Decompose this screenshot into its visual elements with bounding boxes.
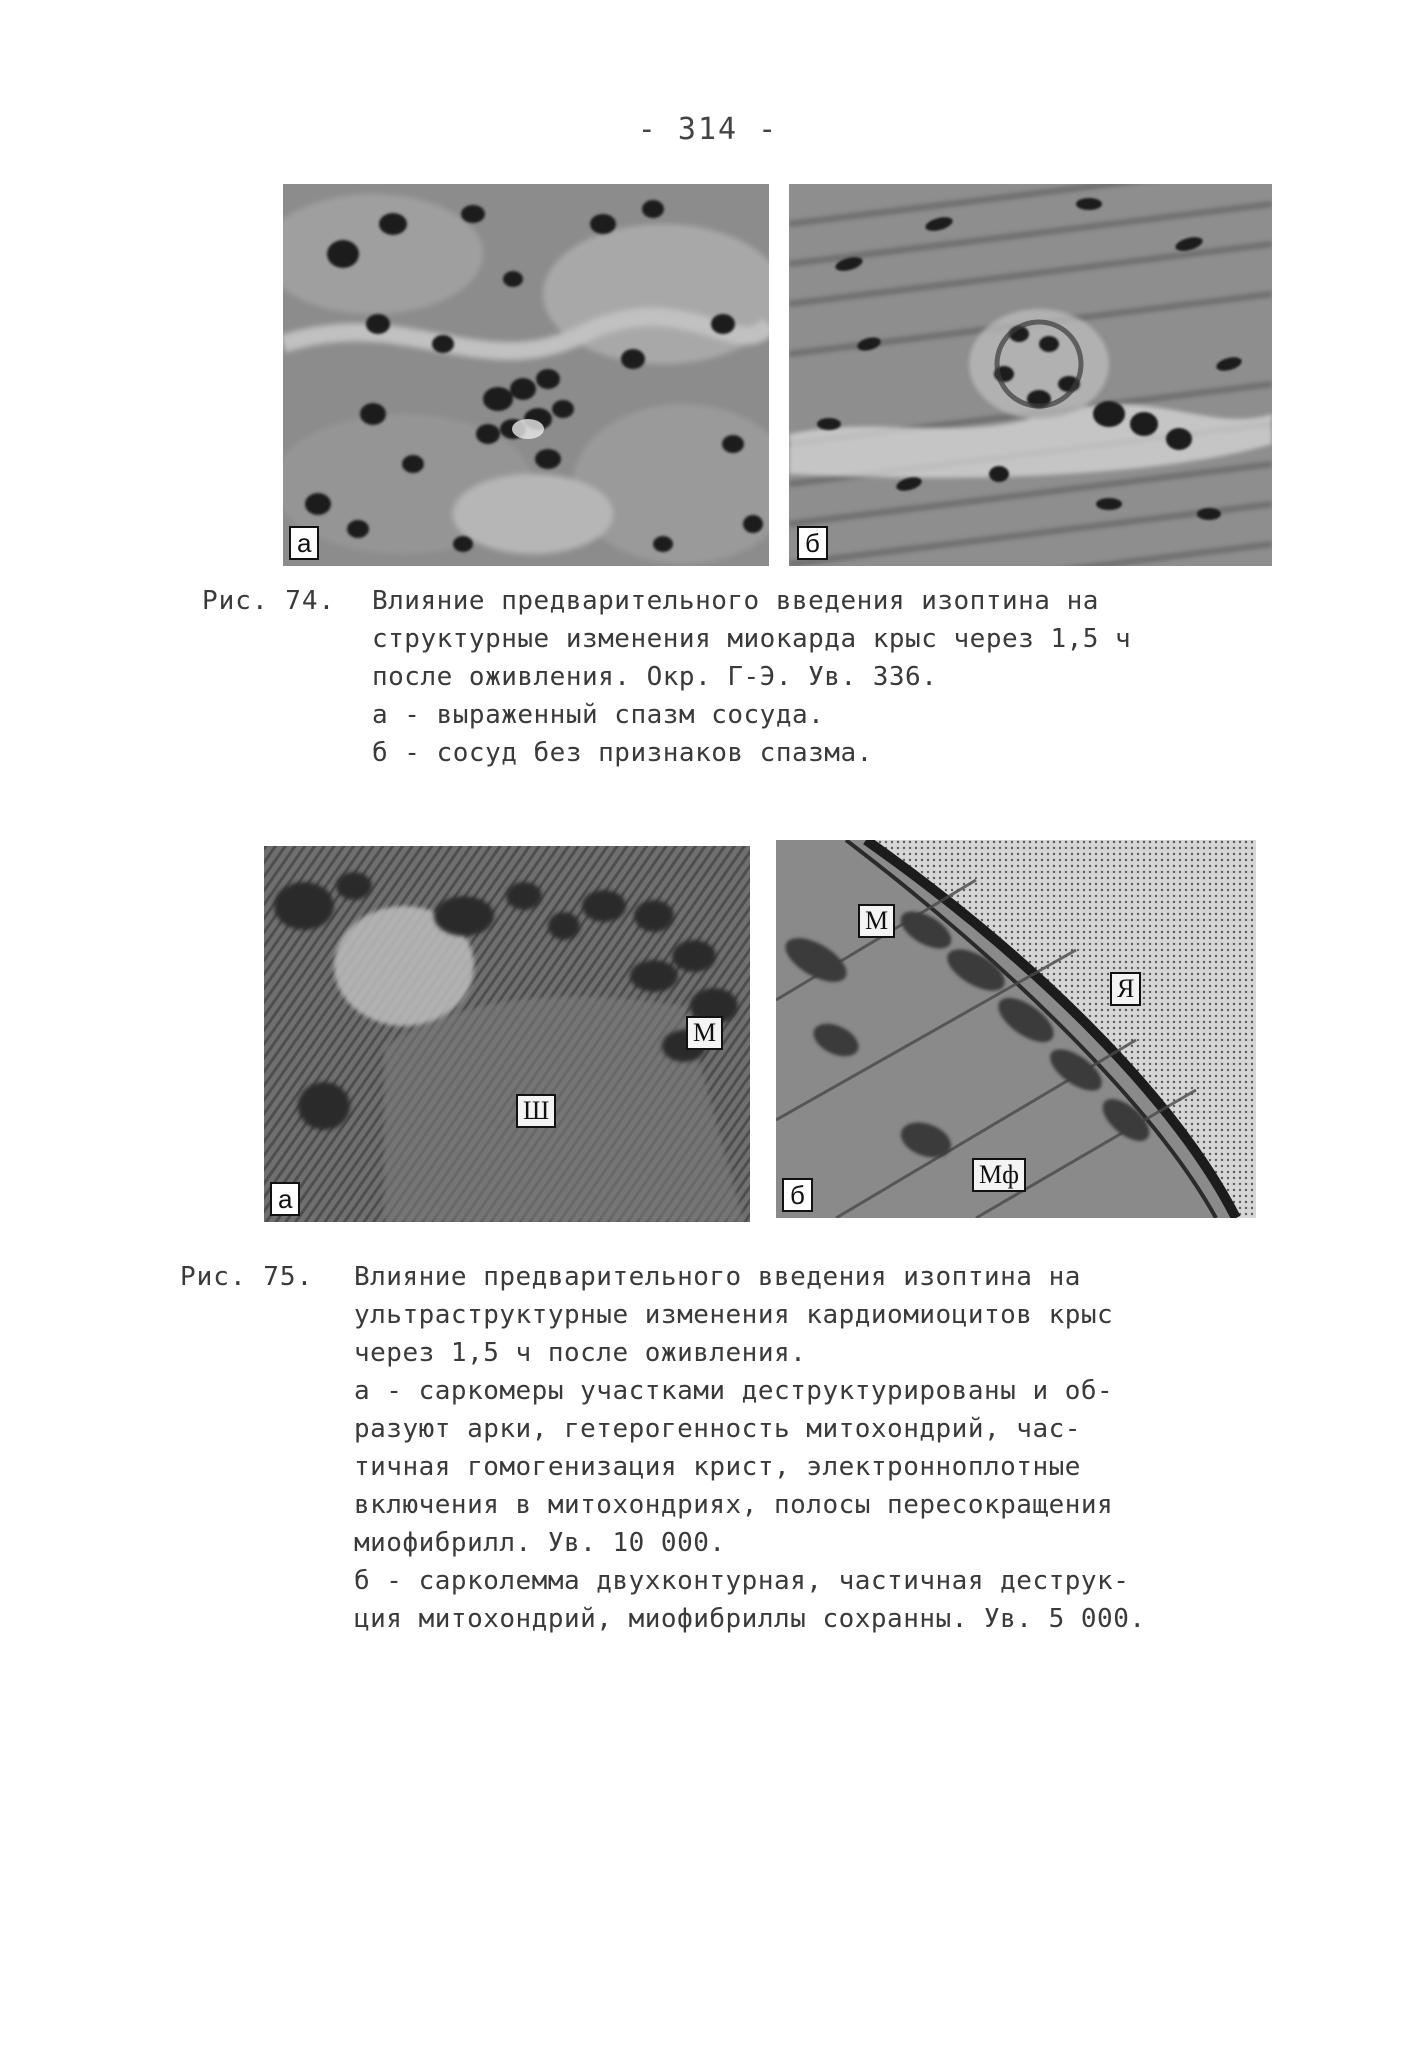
caption-item-a: разуют арки, гетерогенность митохондрий, час- bbox=[354, 1414, 1081, 1444]
panel-label-74a: а bbox=[289, 526, 319, 560]
figure-74-number: Рис. 74. bbox=[202, 586, 336, 616]
caption-line: Влияние предварительного введения изоптина на bbox=[354, 1262, 1081, 1292]
caption-line: ультраструктурные изменения кардиомиоцитов крыс bbox=[354, 1300, 1114, 1330]
micrograph-75b bbox=[776, 840, 1256, 1218]
panel-label-74b: б bbox=[797, 526, 828, 560]
figure-75-number: Рис. 75. bbox=[180, 1262, 314, 1292]
figure-75-caption bbox=[354, 1258, 1294, 1638]
caption-line: после оживления. Окр. Г-Э. Ув. 336. bbox=[372, 662, 938, 692]
caption-item-a: миофибрилл. Ув. 10 000. bbox=[354, 1528, 726, 1558]
region-label-mf: Мф bbox=[972, 1158, 1026, 1192]
page-number: - 314 - bbox=[637, 112, 779, 147]
caption-item-a: тичная гомогенизация крист, электронноплотные bbox=[354, 1452, 1081, 1482]
caption-line: Влияние предварительного введения изоптина на bbox=[372, 586, 1099, 616]
caption-item-b: ция митохондрий, миофибриллы сохранны. Ув. 5 000. bbox=[354, 1604, 1146, 1634]
caption-line: через 1,5 ч после оживления. bbox=[354, 1338, 807, 1368]
region-label-sh: Ш bbox=[516, 1094, 556, 1128]
region-label-m: М bbox=[686, 1016, 723, 1050]
figure-74-caption bbox=[372, 582, 1292, 772]
caption-line: структурные изменения миокарда крыс через 1,5 ч bbox=[372, 624, 1132, 654]
caption-item-a: а - выраженный спазм сосуда. bbox=[372, 700, 825, 730]
caption-item-b: б - сарколемма двухконтурная, частичная деструк- bbox=[354, 1566, 1130, 1596]
caption-item-b: б - сосуд без признаков спазма. bbox=[372, 738, 873, 768]
micrograph-74a bbox=[283, 184, 769, 566]
region-label-ya: Я bbox=[1110, 972, 1141, 1006]
region-label-m: М bbox=[858, 904, 895, 938]
panel-label-75b: б bbox=[782, 1178, 813, 1212]
panel-label-75a: а bbox=[270, 1182, 300, 1216]
micrograph-74b bbox=[789, 184, 1272, 566]
micrograph-75a bbox=[264, 846, 750, 1222]
caption-item-a: а - саркомеры участками деструктурированы и об- bbox=[354, 1376, 1114, 1406]
caption-item-a: включения в митохондриях, полосы пересокращения bbox=[354, 1490, 1114, 1520]
